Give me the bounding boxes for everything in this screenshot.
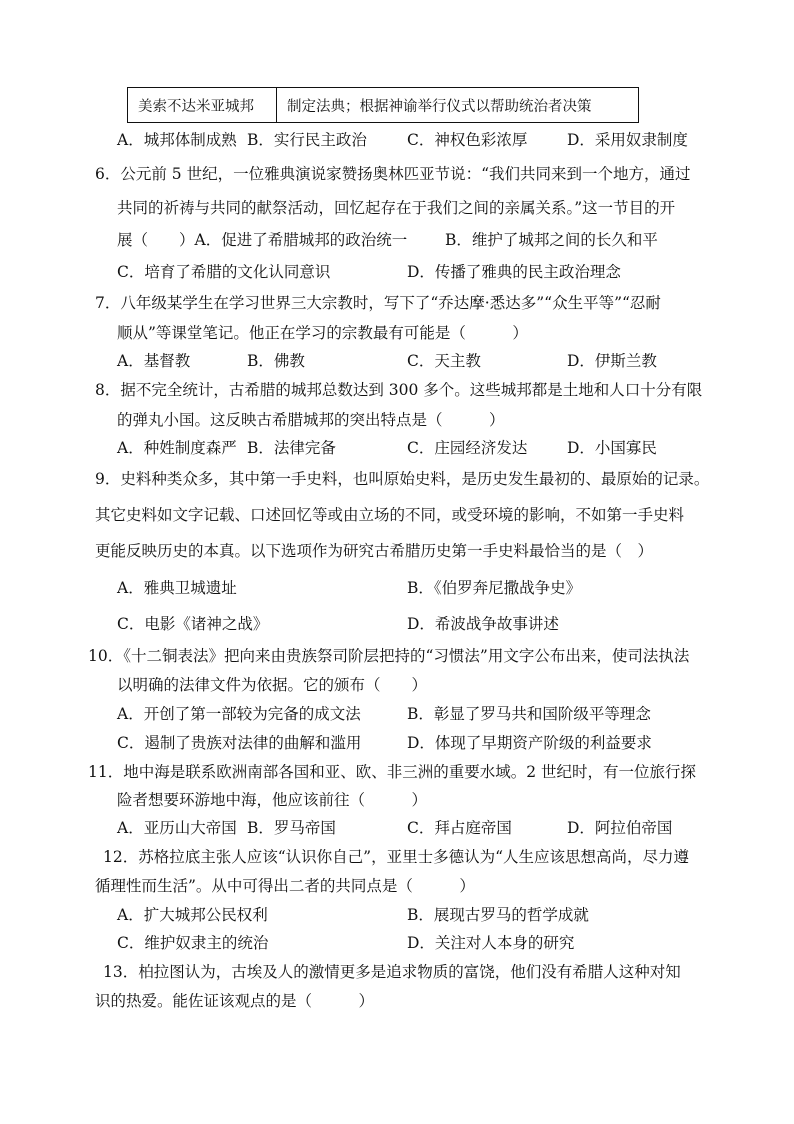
q7-stem-line-2: 顺从”等课堂笔记。他正在学习的宗教最有可能是（ ） bbox=[117, 324, 528, 342]
q11-stem-line-1: 11．地中海是联系欧洲南部各国和亚、欧、非三洲的重要水域。2 世纪时，有一位旅行探 bbox=[88, 763, 697, 781]
q12-stem-line-1: 12．苏格拉底主张人应该“认识你自己”，亚里士多德认为“人生应该思想高尚，尽力遵 bbox=[103, 848, 689, 866]
q6-stem-line-2: 共同的祈祷与共同的献祭活动，回忆起存在于我们之间的亲属关系。”这一节目的开 bbox=[117, 199, 676, 217]
q10-stem-line-2: 以明确的法律文件为依据。它的颁布（ ） bbox=[117, 676, 428, 694]
q8-stem-line-2: 的弹丸小国。这反映古希腊城邦的突出特点是（ ） bbox=[117, 411, 505, 429]
q10-option-a: A．开创了第一部较为完备的成文法 bbox=[117, 705, 361, 723]
q5-option-c: C．神权色彩浓厚 bbox=[407, 131, 528, 149]
q5-option-b: B．实行民主政治 bbox=[247, 131, 367, 149]
q5-option-d: D．采用奴隶制度 bbox=[567, 131, 688, 149]
q12-option-d: D．关注对人本身的研究 bbox=[407, 934, 575, 952]
q8-stem-line-1: 8．据不完全统计，古希腊的城邦总数达到 300 多个。这些城邦都是土地和人口十分有限 bbox=[95, 381, 703, 399]
q11-option-c: C．拜占庭帝国 bbox=[407, 819, 512, 837]
q9-stem-line-1: 9．史料种类众多，其中第一手史料，也叫原始史料，是历史发生最初的、最原始的记录。 bbox=[95, 470, 710, 488]
q11-stem-line-2: 险者想要环游地中海，他应该前往（ ） bbox=[117, 791, 428, 809]
q10-option-b: B．彰显了罗马共和国阶级平等理念 bbox=[407, 705, 651, 723]
q12-option-c: C．维护奴隶主的统治 bbox=[117, 934, 269, 952]
q8-option-a: A．种姓制度森严 bbox=[117, 439, 237, 457]
q13-stem-line-1: 13．柏拉图认为，古埃及人的激情更多是追求物质的富饶，他们没有希腊人这种对知 bbox=[103, 963, 681, 981]
q5-option-a: A．城邦体制成熟 bbox=[117, 131, 237, 149]
q9-option-b: B．《伯罗奔尼撒战争史》 bbox=[407, 579, 582, 597]
q10-stem-line-1: 10．《十二铜表法》把向来由贵族祭司阶层把持的“习惯法”用文字公布出来，使司法执法 bbox=[88, 647, 690, 665]
q8-option-c: C．庄园经济发达 bbox=[407, 439, 528, 457]
q6-option-b: B．维护了城邦之间的长久和平 bbox=[445, 231, 658, 249]
question-5-table bbox=[127, 87, 639, 123]
q7-option-d: D．伊斯兰教 bbox=[567, 352, 657, 370]
q7-option-b: B．佛教 bbox=[247, 352, 305, 370]
q8-option-b: B．法律完备 bbox=[247, 439, 336, 457]
q7-option-a: A．基督教 bbox=[117, 352, 191, 370]
q6-stem-line-3: 展（ ）A．促进了希腊城邦的政治统一 bbox=[117, 231, 408, 249]
q7-stem-line-1: 7．八年级某学生在学习世界三大宗教时，写下了“乔达摩·悉达多”“众生平等”“忍耐 bbox=[95, 294, 661, 312]
q11-option-d: D．阿拉伯帝国 bbox=[567, 819, 673, 837]
q6-stem-line-1: 6．公元前 5 世纪，一位雅典演说家赞扬奥林匹亚节说：“我们共同来到一个地方，通过 bbox=[95, 165, 691, 183]
q11-option-a: A．亚历山大帝国 bbox=[117, 819, 237, 837]
q9-option-d: D．希波战争故事讲述 bbox=[407, 615, 559, 633]
q9-option-a: A．雅典卫城遗址 bbox=[117, 579, 237, 597]
q6-option-d: D．传播了雅典的民主政治理念 bbox=[407, 263, 621, 281]
q12-option-b: B．展现古罗马的哲学成就 bbox=[407, 906, 589, 924]
table-cell-civilization: 美索不达米亚城邦 bbox=[128, 88, 277, 123]
table-cell-description: 制定法典；根据神谕举行仪式以帮助统治者决策 bbox=[277, 88, 639, 123]
q9-stem-line-2: 其它史料如文字记载、口述回忆等或由立场的不同，或受环境的影响，不如第一手史料 bbox=[95, 506, 685, 524]
q12-option-a: A．扩大城邦公民权利 bbox=[117, 906, 268, 924]
q9-option-c: C．电影《诸神之战》 bbox=[117, 615, 269, 633]
q10-option-c: C．遏制了贵族对法律的曲解和滥用 bbox=[117, 734, 362, 752]
q8-option-d: D．小国寡民 bbox=[567, 439, 657, 457]
q9-stem-line-3: 更能反映历史的本真。以下选项作为研究古希腊历史第一手史料最恰当的是（ ） bbox=[95, 542, 654, 560]
q11-option-b: B．罗马帝国 bbox=[247, 819, 336, 837]
q10-option-d: D．体现了早期资产阶级的利益要求 bbox=[407, 734, 652, 752]
q12-stem-line-2: 循理性而生活”。从中可得出二者的共同点是（ ） bbox=[95, 877, 475, 895]
table-row bbox=[128, 88, 639, 123]
q7-option-c: C．天主教 bbox=[407, 352, 481, 370]
q6-option-c: C．培育了希腊的文化认同意识 bbox=[117, 263, 331, 281]
q13-stem-line-2: 识的热爱。能佐证该观点的是（ ） bbox=[95, 992, 375, 1010]
